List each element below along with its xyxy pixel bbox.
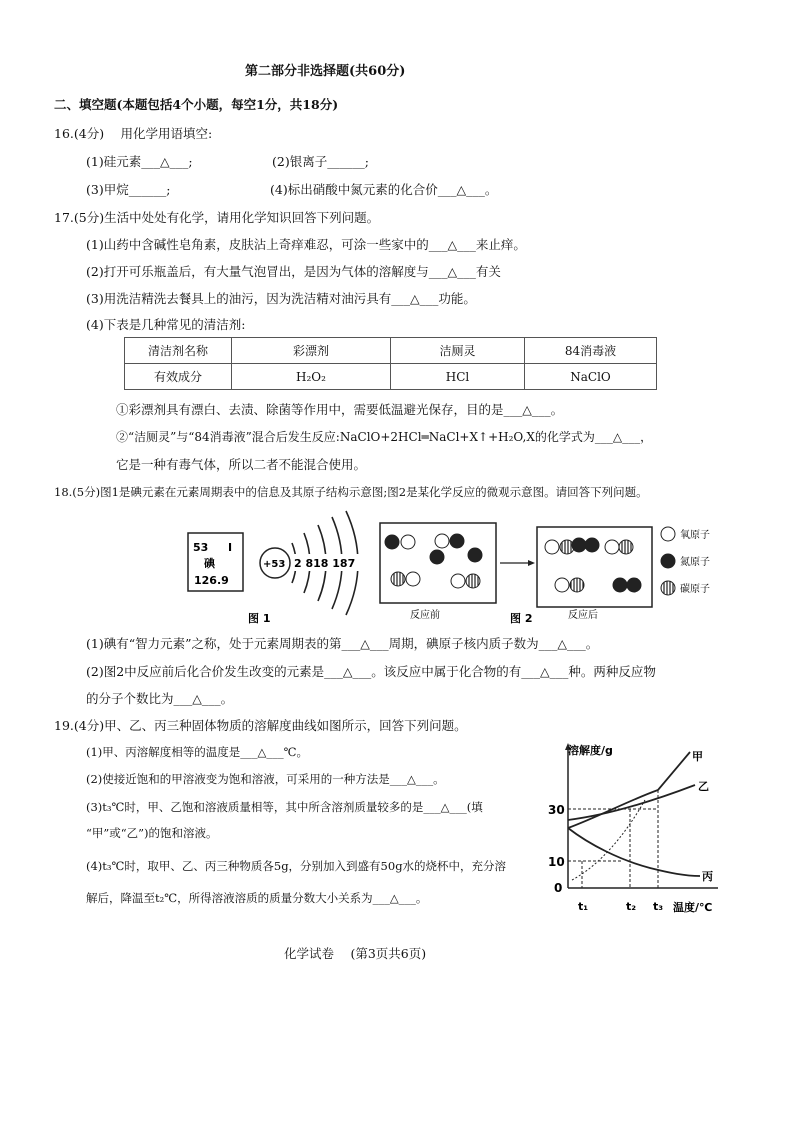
q18-stem: 18.(5分)图1是碘元素在元素周期表中的信息及其原子结构示意图;图2是某化学反应的微观示意图。请回答下列问题。	[54, 485, 648, 499]
q19-part1: (1)甲、丙溶解度相等的温度是___△___℃。	[86, 745, 308, 759]
table-cell: 清洁剂名称	[125, 338, 232, 364]
table-cell: 洁厕灵	[391, 338, 525, 364]
q16-stem: 16.(4分) 用化学用语填空:	[54, 126, 213, 141]
q17-part3: (3)用洗洁精洗去餐具上的油污，因为洗洁精对油污具有___△___功能。	[86, 291, 476, 306]
q19-part4b: 解后，降温至t₂℃，所得溶液溶质的质量分数大小关系为___△___。	[86, 891, 428, 905]
q18-part1: (1)碘有“智力元素”之称，处于元素周期表的第___△___周期，碘原子核内质子数为___△___。	[86, 636, 599, 651]
q17-part4: (4)下表是几种常见的清洁剂:	[86, 317, 246, 332]
legend-oxygen: 氧原子	[680, 530, 710, 541]
table-cell: HCl	[391, 364, 525, 390]
y-tick-30: 30	[548, 803, 565, 817]
q17-sub2: ②“洁厕灵”与“84消毒液”混合后发生反应:NaClO+2HCl═NaCl+X↑+H₂O,X的化学式为___△___，	[116, 430, 653, 444]
q16-part4: (4)标出硝酸中氮元素的化合价___△___。	[270, 182, 498, 197]
table-cell: 有效成分	[125, 364, 232, 390]
q16-part1: (1)硅元素___△___;	[86, 154, 193, 169]
legend-oxygen-icon	[661, 527, 675, 541]
atomic-mass: 126.9	[194, 574, 229, 587]
page-title: 第二部分非选择题(共60分)	[245, 64, 406, 79]
table-cell: 彩漂剂	[232, 338, 391, 364]
table-cell: H₂O₂	[232, 364, 391, 390]
legend-nitrogen: 氮原子	[680, 557, 710, 568]
solubility-graph	[540, 740, 730, 918]
x-axis-label: 温度/℃	[673, 901, 713, 914]
q19-part3b: “甲”或“乙”)的饱和溶液。	[86, 826, 218, 840]
page-footer: 化学试卷 (第3页共6页)	[284, 946, 427, 961]
q17-sub3: 它是一种有毒气体，所以二者不能混合使用。	[116, 457, 367, 472]
x-tick-t2: t₂	[626, 900, 637, 913]
q18-part3: 的分子个数比为___△___。	[86, 691, 234, 706]
y-tick-10: 10	[548, 855, 565, 869]
legend-carbon-icon	[661, 581, 675, 595]
label-yi: 乙	[698, 780, 709, 793]
after-label: 反应后	[568, 610, 598, 621]
x-tick-t3: t₃	[653, 900, 664, 913]
x-tick-t1: t₁	[578, 900, 589, 913]
nucleus-charge: +53	[263, 559, 286, 570]
q18-part2: (2)图2中反应前后化合价发生改变的元素是___△___。该反应中属于化合物的有___△___种。两种反应物	[86, 664, 656, 679]
q18-figures	[180, 505, 725, 625]
q16-part3: (3)甲烷______;	[86, 182, 171, 197]
table-row	[125, 338, 657, 364]
table-row	[125, 364, 657, 390]
cleaner-table	[124, 337, 657, 390]
label-jia: 甲	[692, 750, 703, 763]
table-cell: NaClO	[525, 364, 657, 390]
curve-yi	[568, 785, 695, 820]
legend-carbon: 碳原子	[680, 584, 710, 595]
q19-part3a: (3)t₃℃时，甲、乙饱和溶液质量相等，其中所含溶剂质量较多的是___△___(填	[86, 800, 483, 814]
q17-part2: (2)打开可乐瓶盖后，有大量气泡冒出，是因为气体的溶解度与___△___有关	[86, 264, 501, 279]
q17-stem: 17.(5分)生活中处处有化学，请用化学知识回答下列问题。	[54, 210, 380, 225]
fig1-caption: 图 1	[248, 612, 271, 625]
y-axis-label: 溶解度/g	[568, 744, 613, 757]
before-label: 反应前	[410, 610, 440, 621]
q19-part4a: (4)t₃℃时，取甲、乙、丙三种物质各5g，分别加入到盛有50g水的烧杯中，充分溶	[86, 859, 507, 873]
curve-bing	[568, 828, 700, 876]
origin-label: 0	[554, 881, 563, 895]
q17-sub1: ①彩漂剂具有漂白、去渍、除菌等作用中，需要低温避光保存，目的是___△___。	[116, 402, 564, 417]
legend-nitrogen-icon	[661, 554, 675, 568]
section-heading: 二、填空题(本题包括4个小题，每空1分，共18分)	[54, 97, 339, 112]
q17-part1: (1)山药中含碱性皂角素，皮肤沾上奇痒难忍，可涂一些家中的___△___来止痒。	[86, 237, 526, 252]
label-bing: 丙	[702, 870, 713, 883]
table-cell: 84消毒液	[525, 338, 657, 364]
q16-part2: (2)银离子______;	[272, 154, 369, 169]
electron-shells: 2 818 187	[294, 557, 356, 570]
q19-part2: (2)使接近饱和的甲溶液变为饱和溶液，可采用的一种方法是___△___。	[86, 772, 445, 786]
element-symbol: I	[228, 541, 233, 554]
q19-stem: 19.(4分)甲、乙、丙三种固体物质的溶解度曲线如图所示，回答下列问题。	[54, 718, 467, 733]
fig2-caption: 图 2	[510, 612, 533, 625]
atomic-number: 53	[193, 541, 209, 554]
element-name: 碘	[204, 557, 215, 570]
